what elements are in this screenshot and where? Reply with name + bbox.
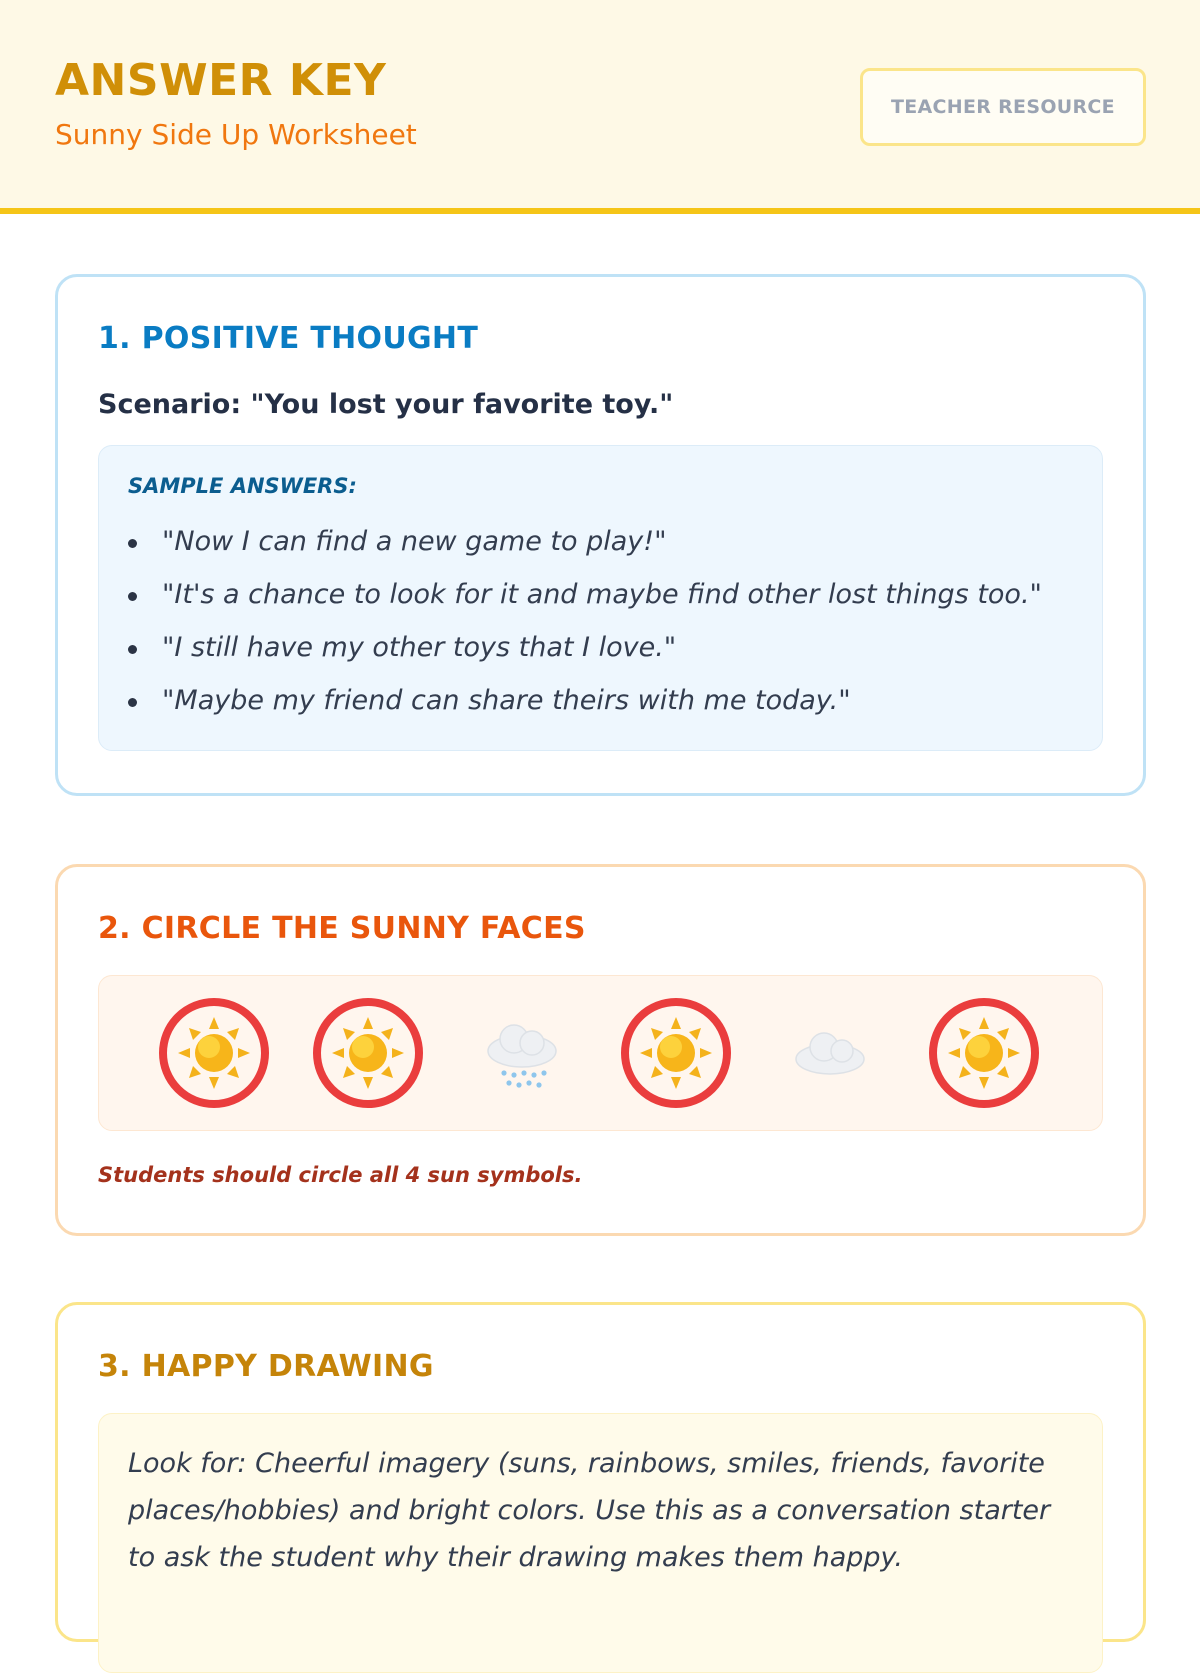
sample-answer-item: "I still have my other toys that I love." <box>128 628 1042 681</box>
teacher-resource-badge: TEACHER RESOURCE <box>860 68 1146 146</box>
sample-answers-heading: SAMPLE ANSWERS: <box>128 474 357 498</box>
sun-icon <box>636 1013 716 1093</box>
sample-answer-item: "Maybe my friend can share theirs with me today." <box>128 681 1042 734</box>
circled-sun-face[interactable] <box>159 998 269 1108</box>
scenario-text: Scenario: "You lost your favorite toy." <box>98 389 674 420</box>
answer-note: Students should circle all 4 sun symbols. <box>98 1163 583 1187</box>
sample-answer-item: "Now I can find a new game to play!" <box>128 522 1042 575</box>
sample-answers-box <box>98 445 1103 751</box>
cloud-face[interactable] <box>775 998 885 1108</box>
sun-icon <box>174 1013 254 1093</box>
page-header <box>0 0 1200 214</box>
page-subtitle: Sunny Side Up Worksheet <box>55 118 417 151</box>
circled-sun-face[interactable] <box>313 998 423 1108</box>
rain-cloud-face[interactable] <box>467 998 577 1108</box>
page-title: ANSWER KEY <box>55 55 387 106</box>
drawing-guidance-box <box>98 1413 1103 1673</box>
section-title: 2. CIRCLE THE SUNNY FACES <box>98 911 586 946</box>
section-title: 3. HAPPY DRAWING <box>98 1349 434 1384</box>
circled-sun-face[interactable] <box>621 998 731 1108</box>
drawing-guidance-text: Look for: Cheerful imagery (suns, rainbows, smiles, friends, favorite places/hobbies) and bright colors. Use this as a conversation starter to ask the student why their drawing makes them happy. <box>128 1448 1051 1573</box>
cloud-icon <box>788 1011 872 1095</box>
rain-cloud-icon <box>480 1011 564 1095</box>
sample-answer-item: "It's a chance to look for it and maybe find other lost things too." <box>128 575 1042 628</box>
section-title: 1. POSITIVE THOUGHT <box>98 321 479 356</box>
circled-sun-face[interactable] <box>929 998 1039 1108</box>
section-happy-drawing <box>55 1302 1146 1642</box>
faces-row <box>98 975 1103 1131</box>
sun-icon <box>944 1013 1024 1093</box>
section-positive-thought <box>55 274 1146 796</box>
sample-answers-list <box>128 522 1042 734</box>
sun-icon <box>328 1013 408 1093</box>
section-circle-sunny-faces <box>55 864 1146 1236</box>
